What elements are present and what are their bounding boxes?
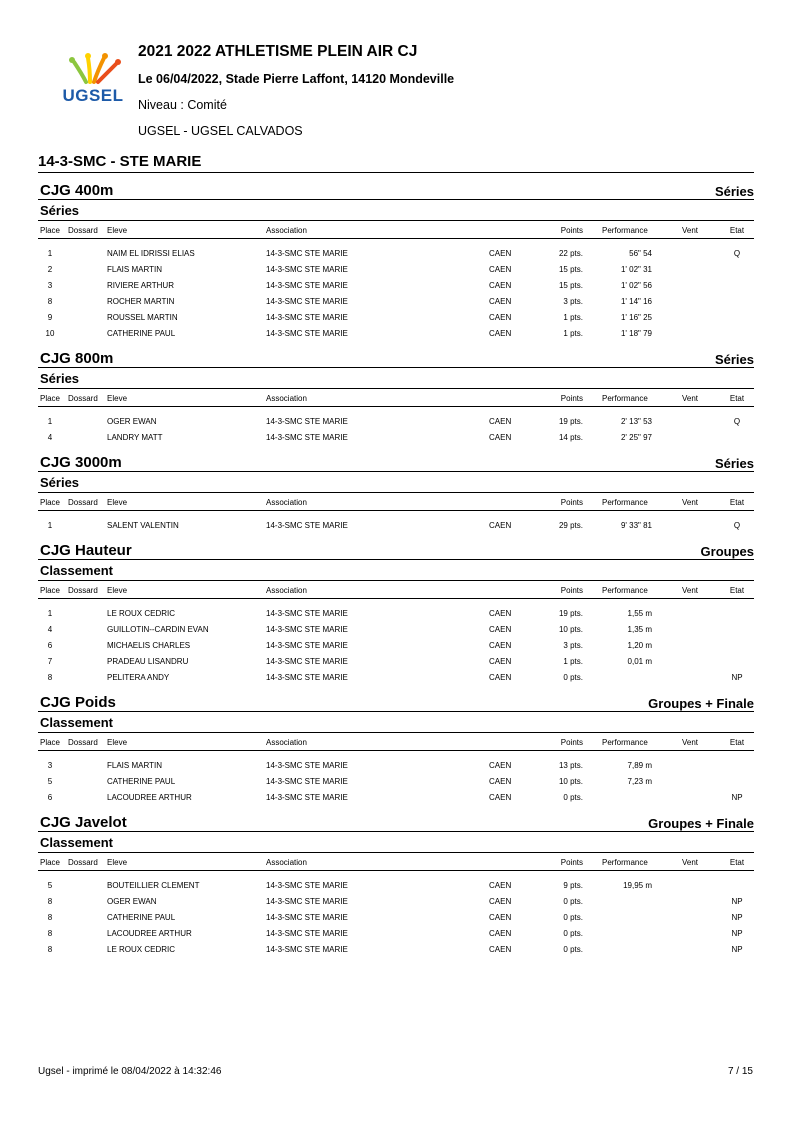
column-etat: Etat [729,394,745,403]
cell-performance: 1' 02" 31 [620,265,652,274]
column-eleve: Eleve [107,394,128,403]
cell-city: CAEN [489,945,512,954]
cell-points: 3 pts. [563,297,583,306]
cell-association: 14-3-SMC STE MARIE [266,281,348,290]
club-heading: 14-3-SMC - STE MARIE [38,152,754,173]
cell-place: 3 [47,281,53,290]
cell-points: 1 pts. [563,329,583,338]
cell-eleve: FLAIS MARTIN [107,761,162,770]
cell-eleve: LE ROUX CEDRIC [107,945,176,954]
cell-place: 8 [47,897,53,906]
column-dossard: Dossard [68,226,98,235]
event-header [38,345,754,368]
cell-eleve: ROUSSEL MARTIN [107,313,178,322]
cell-points: 1 pts. [563,657,583,666]
column-dossard: Dossard [68,858,98,867]
table-header [38,581,754,599]
table-row [38,621,754,637]
cell-place: 10 [45,329,55,338]
column-association: Association [266,586,307,595]
column-association: Association [266,394,307,403]
column-place: Place [39,394,60,403]
cell-association: 14-3-SMC STE MARIE [266,297,348,306]
cell-city: CAEN [489,657,512,666]
cell-performance: 1' 18" 79 [620,329,652,338]
cell-points: 29 pts. [558,521,583,530]
cell-points: 19 pts. [558,417,583,426]
column-place: Place [39,858,60,867]
cell-performance: 1' 16" 25 [620,313,652,322]
cell-points: 13 pts. [558,761,583,770]
event-type: Groupes + Finale [648,816,754,831]
phase-heading: Séries [38,368,754,389]
cell-place: 4 [47,625,53,634]
event-header [38,449,754,472]
column-vent: Vent [682,586,699,595]
cell-eleve: LACOUDREE ARTHUR [107,929,192,938]
cell-eleve: PELITERA ANDY [107,673,170,682]
table-row [38,429,754,445]
column-association: Association [266,858,307,867]
cell-points: 0 pts. [563,897,583,906]
cell-city: CAEN [489,249,512,258]
table-row [38,789,754,805]
column-eleve: Eleve [107,738,128,747]
cell-city: CAEN [489,777,512,786]
logo-text: UGSEL [62,86,124,105]
cell-performance: 2' 25" 97 [620,433,652,442]
cell-eleve: SALENT VALENTIN [107,521,179,530]
cell-eleve: RIVIERE ARTHUR [107,281,174,290]
cell-points: 14 pts. [558,433,583,442]
cell-city: CAEN [489,329,512,338]
event-section [38,345,754,449]
column-etat: Etat [729,586,745,595]
table-row [38,893,754,909]
cell-city: CAEN [489,793,512,802]
cell-association: 14-3-SMC STE MARIE [266,625,348,634]
cell-eleve: ROCHER MARTIN [107,297,175,306]
cell-association: 14-3-SMC STE MARIE [266,329,348,338]
cell-association: 14-3-SMC STE MARIE [266,881,348,890]
event-name: CJG Poids [40,694,116,711]
cell-eleve: LANDRY MATT [107,433,163,442]
event-name: CJG Javelot [40,814,127,831]
table-row [38,773,754,789]
cell-performance: 7,89 m [627,761,652,770]
cell-etat: Q [733,249,741,258]
column-place: Place [39,498,60,507]
cell-performance: 1' 02" 56 [620,281,652,290]
cell-points: 10 pts. [558,777,583,786]
table-row [38,877,754,893]
cell-city: CAEN [489,297,512,306]
meeting-date-location: Le 06/04/2022, Stade Pierre Laffont, 14120 Mondeville [138,72,455,86]
cell-performance: 1,20 m [627,641,652,650]
event-type: Séries [714,184,754,199]
cell-association: 14-3-SMC STE MARIE [266,313,348,322]
cell-association: 14-3-SMC STE MARIE [266,945,348,954]
cell-place: 5 [47,777,53,786]
column-dossard: Dossard [68,394,98,403]
cell-place: 8 [47,945,53,954]
ugsel-logo-figures-icon [60,52,126,88]
column-performance: Performance [602,394,648,403]
column-performance: Performance [602,226,648,235]
table-row [38,653,754,669]
table-row [38,909,754,925]
column-vent: Vent [682,394,699,403]
cell-place: 6 [47,641,53,650]
column-etat: Etat [729,226,745,235]
cell-place: 1 [47,417,53,426]
cell-points: 9 pts. [563,881,583,890]
print-date: Ugsel - imprimé le 08/04/2022 à 14:32:46 [38,1066,222,1077]
table-row [38,605,754,621]
cell-performance: 1' 14" 16 [620,297,652,306]
cell-city: CAEN [489,641,512,650]
column-place: Place [39,738,60,747]
event-header [38,809,754,832]
column-association: Association [266,498,307,507]
cell-performance: 7,23 m [627,777,652,786]
table-row [38,757,754,773]
cell-city: CAEN [489,281,512,290]
cell-place: 3 [47,761,53,770]
cell-city: CAEN [489,929,512,938]
column-performance: Performance [602,858,648,867]
event-section [38,809,754,961]
table-header [38,733,754,751]
cell-etat: NP [731,673,743,682]
cell-association: 14-3-SMC STE MARIE [266,521,348,530]
cell-eleve: MICHAELIS CHARLES [107,641,191,650]
cell-association: 14-3-SMC STE MARIE [266,433,348,442]
cell-points: 1 pts. [563,313,583,322]
table-row [38,517,754,533]
table-header [38,853,754,871]
cell-eleve: BOUTEILLIER CLEMENT [107,881,200,890]
column-performance: Performance [602,738,648,747]
cell-points: 0 pts. [563,929,583,938]
cell-association: 14-3-SMC STE MARIE [266,417,348,426]
cell-etat: NP [731,913,743,922]
cell-city: CAEN [489,521,512,530]
event-name: CJG 3000m [40,454,122,471]
column-place: Place [39,586,60,595]
table-row [38,261,754,277]
event-name: CJG Hauteur [40,542,132,559]
cell-performance: 56" 54 [629,249,652,258]
table-row [38,669,754,685]
cell-city: CAEN [489,881,512,890]
cell-city: CAEN [489,761,512,770]
cell-etat: NP [731,897,743,906]
cell-place: 5 [47,881,53,890]
cell-points: 0 pts. [563,673,583,682]
cell-etat: NP [731,929,743,938]
cell-city: CAEN [489,265,512,274]
cell-city: CAEN [489,897,512,906]
column-dossard: Dossard [68,586,98,595]
table-row [38,245,754,261]
cell-performance: 0,01 m [627,657,652,666]
cell-place: 9 [47,313,53,322]
cell-association: 14-3-SMC STE MARIE [266,897,348,906]
cell-association: 14-3-SMC STE MARIE [266,641,348,650]
cell-association: 14-3-SMC STE MARIE [266,777,348,786]
cell-etat: Q [733,521,741,530]
meeting-organizer: UGSEL - UGSEL CALVADOS [138,124,303,138]
cell-points: 3 pts. [563,641,583,650]
cell-points: 10 pts. [558,625,583,634]
cell-association: 14-3-SMC STE MARIE [266,249,348,258]
event-header [38,689,754,712]
cell-points: 15 pts. [558,265,583,274]
cell-points: 19 pts. [558,609,583,618]
cell-points: 0 pts. [563,793,583,802]
cell-city: CAEN [489,313,512,322]
column-etat: Etat [729,498,745,507]
event-section [38,449,754,537]
cell-association: 14-3-SMC STE MARIE [266,929,348,938]
cell-etat: Q [733,417,741,426]
cell-performance: 1,35 m [627,625,652,634]
cell-city: CAEN [489,433,512,442]
column-eleve: Eleve [107,586,128,595]
cell-eleve: NAIM EL IDRISSI ELIAS [107,249,195,258]
results-content [38,152,754,961]
event-type: Séries [714,352,754,367]
cell-eleve: GUILLOTIN--CARDIN EVAN [107,625,209,634]
cell-association: 14-3-SMC STE MARIE [266,673,348,682]
column-performance: Performance [602,498,648,507]
cell-points: 22 pts. [558,249,583,258]
cell-place: 8 [47,929,53,938]
event-name: CJG 800m [40,350,114,367]
cell-performance: 9' 33" 81 [620,521,652,530]
phase-heading: Classement [38,832,754,853]
cell-eleve: CATHERINE PAUL [107,913,176,922]
event-header [38,177,754,200]
meeting-title: 2021 2022 ATHLETISME PLEIN AIR CJ [138,43,418,60]
cell-place: 8 [47,913,53,922]
column-dossard: Dossard [68,738,98,747]
table-row [38,277,754,293]
cell-association: 14-3-SMC STE MARIE [266,265,348,274]
event-section [38,689,754,809]
cell-city: CAEN [489,673,512,682]
cell-place: 2 [47,265,53,274]
cell-city: CAEN [489,913,512,922]
meeting-level: Niveau : Comité [138,98,227,112]
column-points: Points [560,858,583,867]
column-vent: Vent [682,738,699,747]
cell-eleve: LACOUDREE ARTHUR [107,793,192,802]
cell-points: 15 pts. [558,281,583,290]
column-vent: Vent [682,858,699,867]
column-eleve: Eleve [107,226,128,235]
table-header [38,493,754,511]
column-performance: Performance [602,586,648,595]
cell-etat: NP [731,945,743,954]
phase-heading: Classement [38,712,754,733]
column-vent: Vent [682,226,699,235]
event-type: Séries [714,456,754,471]
cell-eleve: OGER EWAN [107,417,157,426]
cell-performance: 2' 13" 53 [620,417,652,426]
cell-city: CAEN [489,625,512,634]
event-type: Groupes + Finale [648,696,754,711]
phase-heading: Classement [38,560,754,581]
column-dossard: Dossard [68,498,98,507]
cell-eleve: CATHERINE PAUL [107,329,176,338]
table-header [38,389,754,407]
column-association: Association [266,738,307,747]
column-etat: Etat [729,738,745,747]
column-points: Points [560,394,583,403]
cell-association: 14-3-SMC STE MARIE [266,793,348,802]
column-eleve: Eleve [107,858,128,867]
event-header [38,537,754,560]
cell-etat: NP [731,793,743,802]
cell-performance: 19,95 m [623,881,652,890]
table-row [38,941,754,957]
cell-association: 14-3-SMC STE MARIE [266,913,348,922]
cell-performance: 1,55 m [627,609,652,618]
cell-place: 4 [47,433,53,442]
cell-association: 14-3-SMC STE MARIE [266,609,348,618]
event-type: Groupes [700,544,754,559]
column-etat: Etat [729,858,745,867]
column-points: Points [560,586,583,595]
cell-place: 1 [47,249,53,258]
cell-points: 0 pts. [563,913,583,922]
cell-place: 8 [47,297,53,306]
cell-city: CAEN [489,609,512,618]
column-points: Points [560,226,583,235]
events-list [38,177,754,961]
column-association: Association [266,226,307,235]
table-row [38,293,754,309]
cell-association: 14-3-SMC STE MARIE [266,657,348,666]
phase-heading: Séries [38,472,754,493]
cell-place: 8 [47,673,53,682]
cell-place: 1 [47,521,53,530]
cell-association: 14-3-SMC STE MARIE [266,761,348,770]
page-number: 7 / 15 [727,1066,753,1077]
column-vent: Vent [682,498,699,507]
cell-eleve: PRADEAU LISANDRU [107,657,189,666]
cell-place: 6 [47,793,53,802]
cell-eleve: OGER EWAN [107,897,157,906]
table-header [38,221,754,239]
cell-points: 0 pts. [563,945,583,954]
event-section [38,177,754,345]
column-eleve: Eleve [107,498,128,507]
cell-eleve: LE ROUX CEDRIC [107,609,176,618]
column-points: Points [560,738,583,747]
column-place: Place [39,226,60,235]
table-row [38,637,754,653]
cell-city: CAEN [489,417,512,426]
cell-eleve: FLAIS MARTIN [107,265,162,274]
event-section [38,537,754,689]
cell-eleve: CATHERINE PAUL [107,777,176,786]
phase-heading: Séries [38,200,754,221]
column-points: Points [560,498,583,507]
table-row [38,325,754,341]
cell-place: 7 [47,657,53,666]
ugsel-logo [60,52,126,104]
event-name: CJG 400m [40,182,114,199]
cell-place: 1 [47,609,53,618]
table-row [38,925,754,941]
table-row [38,413,754,429]
table-row [38,309,754,325]
